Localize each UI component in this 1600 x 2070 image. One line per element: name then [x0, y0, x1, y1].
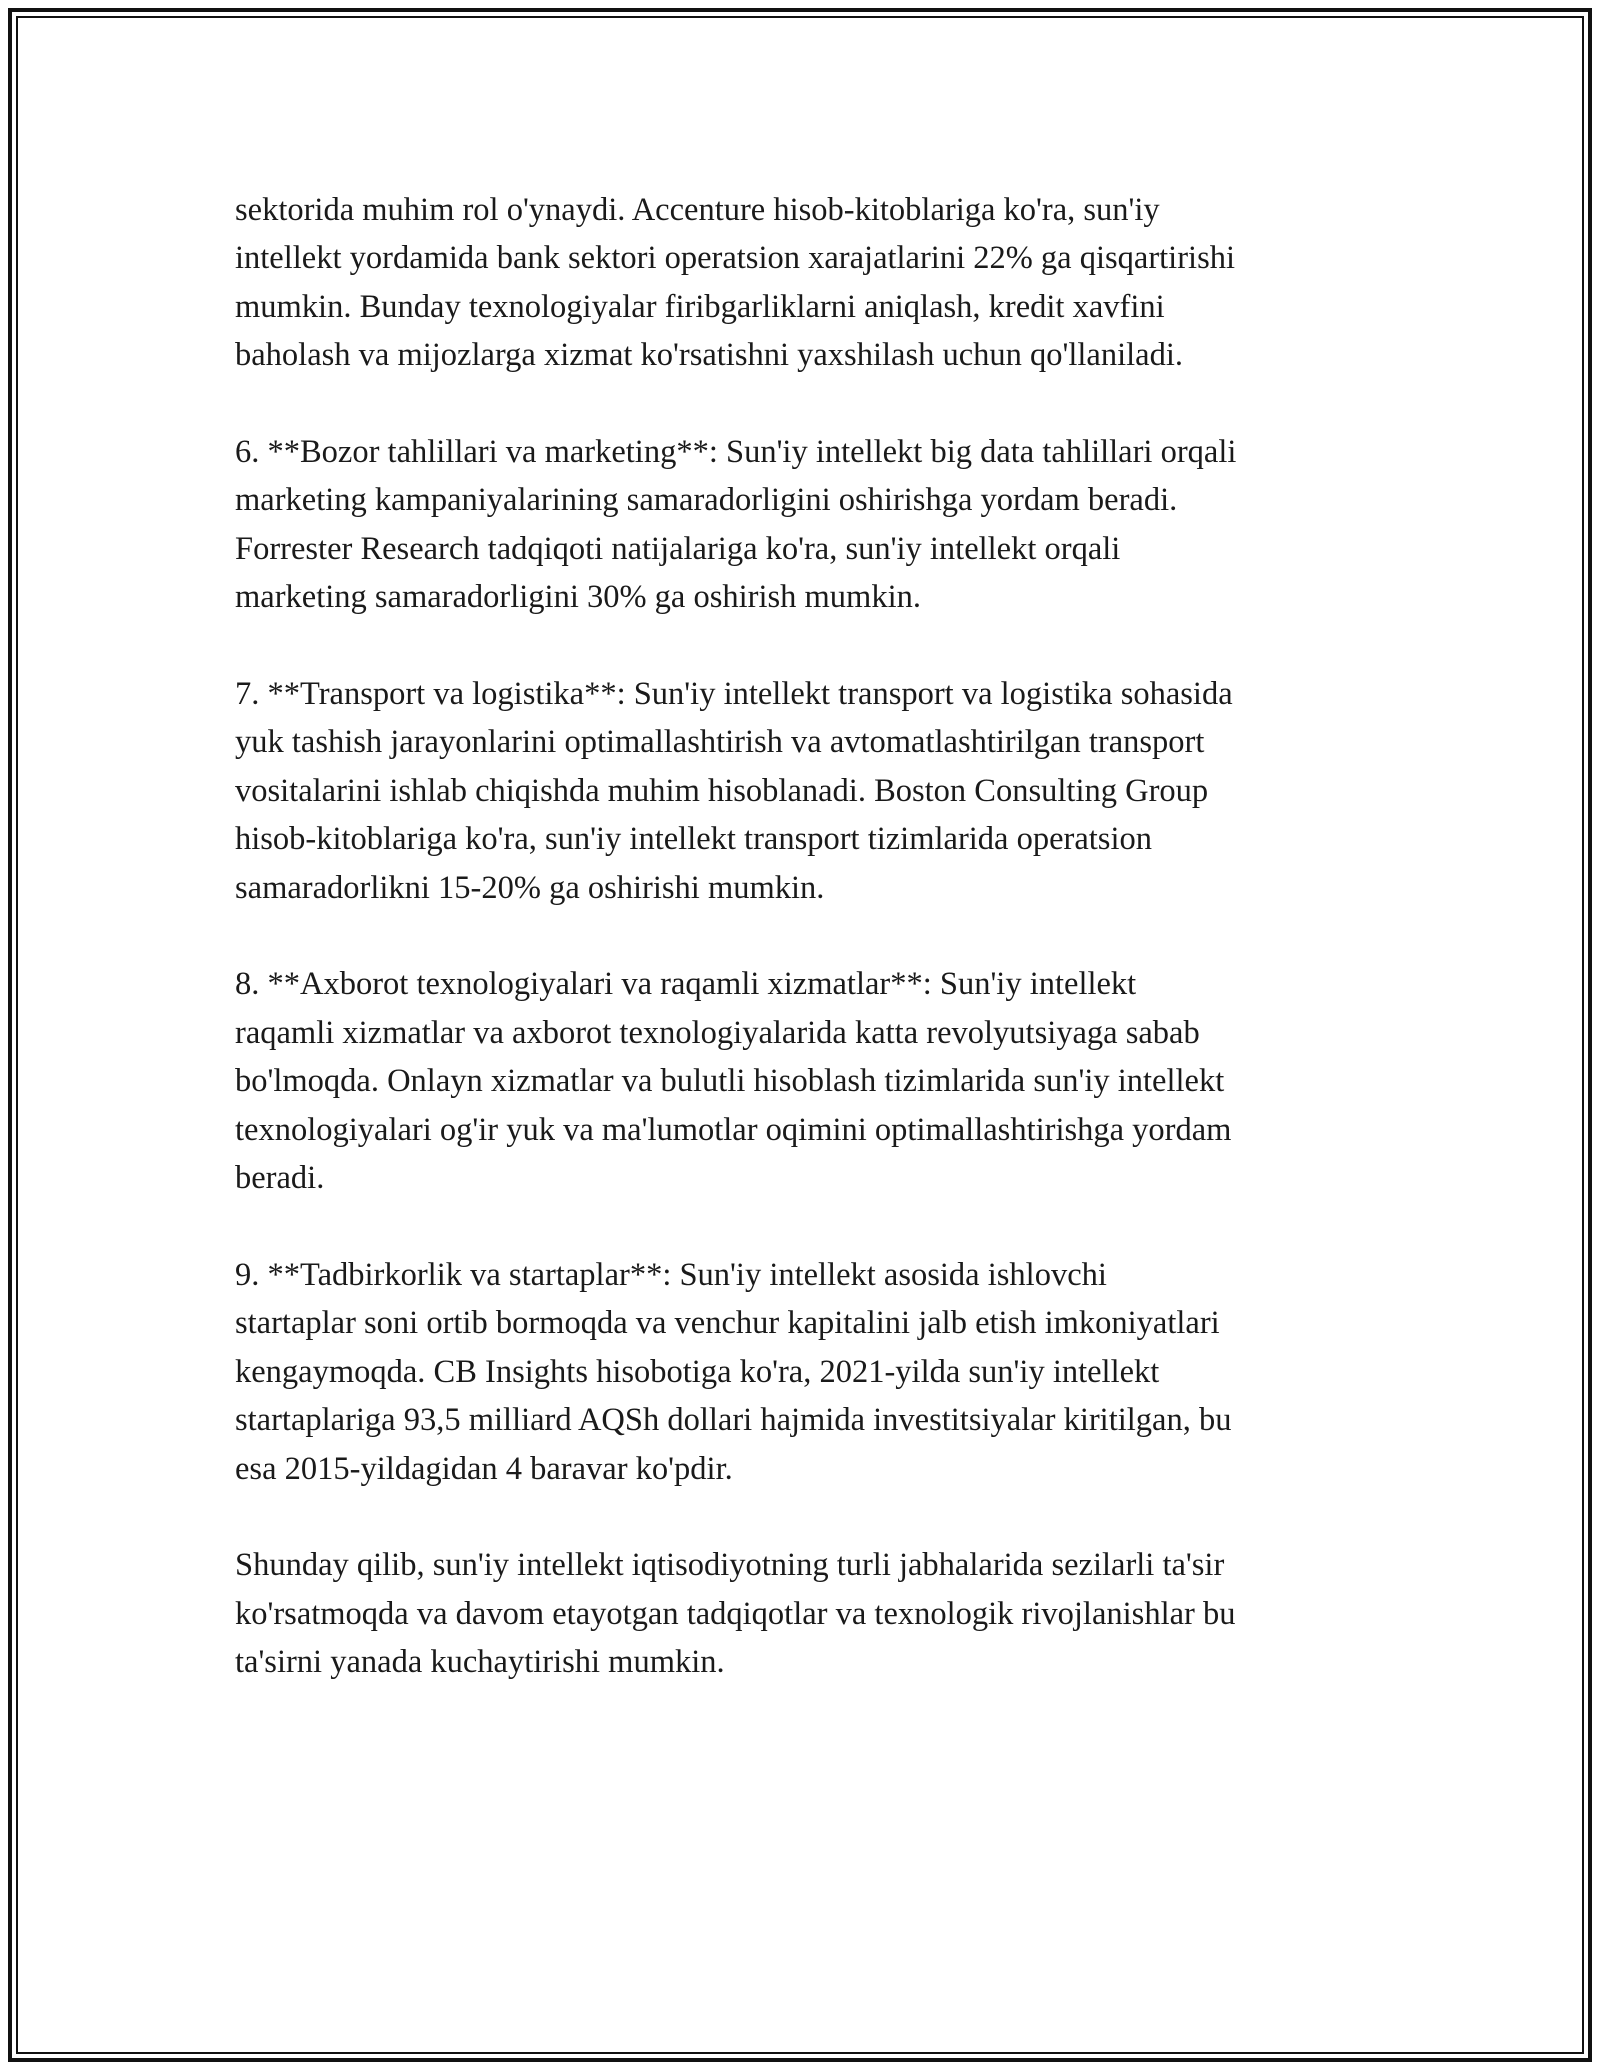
- paragraph-item-7-transport: [235, 670, 1385, 912]
- paragraph-item-8-it-services: [235, 960, 1385, 1202]
- text-line: samaradorlikni 15-20% ga oshirishi mumkin.: [235, 869, 825, 906]
- text-line: Shunday qilib, sun'iy intellekt iqtisodiyotning turli jabhalarida sezilarli ta'sir: [235, 1547, 1225, 1584]
- document-body: [235, 186, 1385, 1735]
- text-line: intellekt yordamida bank sektori operatsion xarajatlarini 22% ga qisqartirishi: [235, 240, 1235, 277]
- text-line: yuk tashish jarayonlarini optimallashtirish va avtomatlashtirilgan transport: [235, 724, 1205, 761]
- text-line: startaplariga 93,5 milliard AQSh dollari hajmida investitsiyalar kiritilgan, bu: [235, 1402, 1232, 1439]
- text-line: ko'rsatmoqda va davom etayotgan tadqiqotlar va texnologik rivojlanishlar bu: [235, 1595, 1236, 1632]
- text-line: 7. **Transport va logistika**: Sun'iy intellekt transport va logistika sohasida: [235, 676, 1233, 713]
- text-line: beradi.: [235, 1160, 325, 1197]
- paragraph-item-9-startups: [235, 1251, 1385, 1493]
- text-line: sektorida muhim rol o'ynaydi. Accenture hisob-kitoblariga ko'ra, sun'iy: [235, 192, 1160, 228]
- paragraph-item-6-marketing: [235, 428, 1385, 622]
- paragraph-conclusion: [235, 1541, 1385, 1686]
- text-line: 6. **Bozor tahlillari va marketing**: Sun'iy intellekt big data tahlillari orqali: [235, 434, 1237, 471]
- text-line: startaplar soni ortib bormoqda va venchur kapitalini jalb etish imkoniyatlari: [235, 1305, 1220, 1342]
- text-line: vositalarini ishlab chiqishda muhim hisoblanadi. Boston Consulting Group: [235, 772, 1209, 809]
- text-line: marketing kampaniyalarining samaradorligini oshirishga yordam beradi.: [235, 482, 1178, 519]
- text-line: baholash va mijozlarga xizmat ko'rsatishni yaxshilash uchun qo'llaniladi.: [235, 337, 1183, 374]
- text-line: raqamli xizmatlar va axborot texnologiyalarida katta revolyutsiyaga sabab: [235, 1014, 1200, 1051]
- text-line: hisob-kitoblariga ko'ra, sun'iy intellekt transport tizimlarida operatsion: [235, 821, 1152, 858]
- text-line: Forrester Research tadqiqoti natijalariga ko'ra, sun'iy intellekt orqali: [235, 530, 1121, 567]
- text-line: esa 2015-yildagidan 4 baravar ko'pdir.: [235, 1450, 733, 1487]
- text-line: marketing samaradorligini 30% ga oshirish mumkin.: [235, 579, 921, 616]
- text-line: mumkin. Bunday texnologiyalar firibgarliklarni aniqlash, kredit xavfini: [235, 288, 1165, 325]
- text-line: ta'sirni yanada kuchaytirishi mumkin.: [235, 1644, 725, 1681]
- text-line: 8. **Axborot texnologiyalari va raqamli xizmatlar**: Sun'iy intellekt: [235, 966, 1137, 1003]
- text-line: texnologiyalari og'ir yuk va ma'lumotlar oqimini optimallashtirishga yordam: [235, 1111, 1232, 1148]
- text-line: bo'lmoqda. Onlayn xizmatlar va bulutli hisoblash tizimlarida sun'iy intellekt: [235, 1063, 1225, 1100]
- paragraph-banking: [235, 186, 1385, 380]
- text-line: 9. **Tadbirkorlik va startaplar**: Sun'iy intellekt asosida ishlovchi: [235, 1256, 1107, 1293]
- text-line: kengaymoqda. CB Insights hisobotiga ko'ra, 2021-yilda sun'iy intellekt: [235, 1353, 1160, 1390]
